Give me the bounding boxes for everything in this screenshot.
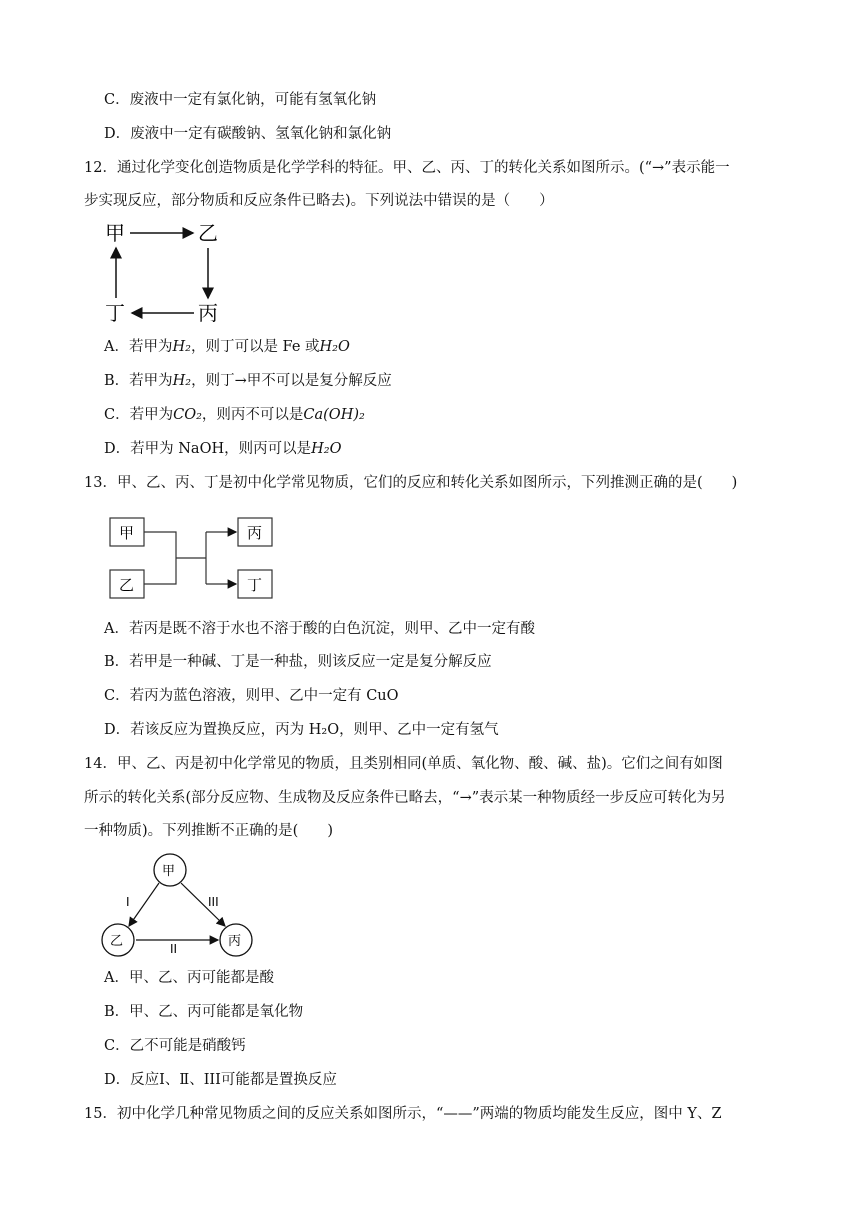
q12-node-ding: 丁 xyxy=(105,301,125,325)
q15-stem-line1: 15．初中化学几种常见物质之间的反应关系如图所示，“——”两端的物质均能发生反应，图中 Y、Z xyxy=(84,1106,722,1122)
q12-node-bing: 丙 xyxy=(198,301,218,325)
q14-stem-line2: 所示的转化关系(部分反应物、生成物及反应条件已略去，“→”表示某一种物质经一步反应可转化为另 xyxy=(84,790,726,806)
q13-node-jia: 甲 xyxy=(119,524,135,542)
q14-option-b: B．甲、乙、丙可能都是氧化物 xyxy=(104,1004,304,1020)
q13-node-bing: 丙 xyxy=(247,524,263,542)
q14-label-3: III xyxy=(208,895,219,909)
q11-option-d: D．废液中一定有碳酸钠、氢氧化钠和氯化钠 xyxy=(104,126,392,142)
q14-label-2: II xyxy=(170,942,178,956)
q12-node-yi: 乙 xyxy=(198,221,218,245)
q12-option-a: A．若甲为H₂，则丁可以是 Fe 或H₂O xyxy=(104,339,350,355)
q12-stem-line2: 步实现反应，部分物质和反应条件已略去)。下列说法中错误的是（ ） xyxy=(84,193,554,209)
q13-node-yi: 乙 xyxy=(119,576,135,594)
q12-option-b: B．若甲为H₂，则丁→甲不可以是复分解反应 xyxy=(104,373,392,389)
q13-stem: 13．甲、乙、丙、丁是初中化学常见物质，它们的反应和转化关系如图所示，下列推测正确的是( ) xyxy=(84,475,738,491)
q14-option-a: A．甲、乙、丙可能都是酸 xyxy=(104,970,274,986)
q13-reaction-diagram xyxy=(104,512,280,604)
q14-option-d: D．反应Ⅰ、Ⅱ、III可能都是置换反应 xyxy=(104,1072,337,1088)
q12-node-jia: 甲 xyxy=(105,221,125,245)
q14-option-c: C．乙不可能是硝酸钙 xyxy=(104,1038,246,1054)
q14-stem-line1: 14．甲、乙、丙是初中化学常见的物质，且类别相同(单质、氧化物、酸、碱、盐)。它们之间有如图 xyxy=(84,756,723,772)
q14-label-1: I xyxy=(126,895,130,909)
q14-node-bing: 丙 xyxy=(228,934,242,949)
q12-cycle-diagram xyxy=(100,216,230,328)
q14-triangle-diagram xyxy=(98,850,258,962)
q14-arrow-1 xyxy=(129,883,159,926)
q14-node-jia: 甲 xyxy=(162,864,176,879)
q12-option-c: C．若甲为CO₂，则丙不可以是Ca(OH)₂ xyxy=(104,407,365,423)
q12-stem-line1: 12．通过化学变化创造物质是化学学科的特征。甲、乙、丙、丁的转化关系如图所示。(“→”表示能一 xyxy=(84,160,730,176)
q13-node-ding: 丁 xyxy=(247,576,263,594)
q13-option-c: C．若丙为蓝色溶液，则甲、乙中一定有 CuO xyxy=(104,688,399,704)
q13-option-a: A．若丙是既不溶于水也不溶于酸的白色沉淀，则甲、乙中一定有酸 xyxy=(104,621,535,637)
q13-option-b: B．若甲是一种碱、丁是一种盐，则该反应一定是复分解反应 xyxy=(104,654,492,670)
q11-option-c: C．废液中一定有氯化钠，可能有氢氧化钠 xyxy=(104,92,377,108)
q12-option-d: D．若甲为 NaOH，则丙可以是H₂O xyxy=(104,441,342,457)
q13-option-d: D．若该反应为置换反应，丙为 H₂O，则甲、乙中一定有氢气 xyxy=(104,722,499,738)
q14-node-yi: 乙 xyxy=(110,934,124,949)
q14-stem-line3: 一种物质)。下列推断不正确的是( ) xyxy=(84,823,333,839)
